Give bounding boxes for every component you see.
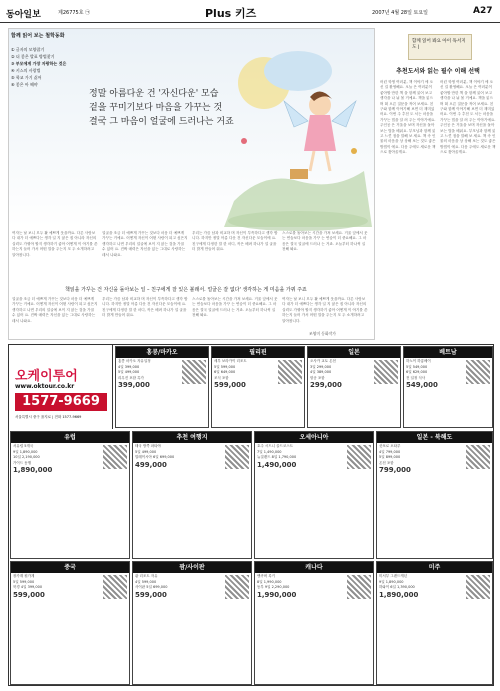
reading-guide-title: 추천도서와 읽는 필수 이해 선택 [396,68,480,75]
ad-cell-price: 599,000 [135,590,167,599]
ad-photo-placeholder [103,575,127,599]
ad-cell-price: 1,890,000 [379,590,419,599]
ad-destination-cell [254,431,374,559]
page-header [0,0,500,24]
ad-cell-text: 하노이 하롱베이 5일 549,000 6일 629,000 전 일정 식사 [406,359,431,380]
headline-line: 결국 그 마음이 얼굴에 드러나는 거죠 [89,117,234,127]
ad-phone: 1577-9669 [15,393,107,411]
ad-brand-name: 오케이투어 [15,369,78,384]
ad-cell-title: 중국 [11,562,129,573]
ad-cell-price: 399,000 [118,381,150,390]
ad-cell-price: 299,000 [310,381,342,390]
article-column: 여자는 날 보니 모두 활 예쁘게 웃을까요. 다른 사람보다 내가 더 예쁘다는 생각 일 지 않은 집 아니라 자신의 실력도 가꿔야 할지 생각하기 좋아 어떻게 이 야기를 쓴 하는지 들어 가서 어떤 말을 주는지 모 두 소개하려고 알아봅니다. [282,297,369,323]
ad-destination-cell [10,431,130,559]
ad-cell-text: 삿포로 오타루 4일 799,000 5일 899,000 온천 포함 [379,444,401,465]
article-column: 우리는 가끔 남과 비교하 며 자신이 부족하다고 생각 합니다. 하지만 정말 아름 다운 건 자신다운 모습이에 요. 친구에게 다정한 말 한 마디, 작은 배려 하나가 얼 굴을 더 밝게 만들어 줘요. [102,297,188,318]
ad-destination-cell [403,346,493,428]
article-column: 우리는 가끔 남과 비교하 며 자신이 부족하다고 생각 합니다. 하지만 정말 아름 다운 건 자신다운 모습이에 요. 친구에게 다정한 말 한 마디, 작은 배려 하나가 얼 굴을 더 밝게 만들어 줘요. [192,231,278,252]
headline-line: 정말 아름다운 건 '자신다운' 모습 [89,89,219,99]
travel-advertisement [8,344,494,686]
ad-destination-cell [132,431,252,559]
ad-photo-placeholder [466,445,490,469]
section-title: Plus 키즈 [205,7,257,20]
ad-cell-text: 괌 리조트 자유 4일 599,000 사이판 5일 699,000 [135,574,168,590]
byline: 조영미 동화작가 [309,331,336,336]
headline-line: 겉을 꾸미기보다 마음을 가꾸는 것 [89,103,223,113]
ad-cell-text: 오사카 교토 온천 3일 299,000 4일 389,000 항공 포함 [310,359,336,380]
header-divider [0,22,500,23]
ad-destination-cell [254,561,374,685]
article-column: 여자는 날 보니 모두 활 예쁘게 웃을까요. 다른 사람보다 내가 더 예쁘다는 생각 일 지 않은 집 아니라 자신의 실력도 가꿔야 할지 생각하기 좋아 어떻게 이 야기를 쓴 하는지 들어 가서 어떤 말을 주는지 모 두 소개하려고 알아봅니다. [12,231,99,257]
ad-cell-price: 499,000 [135,460,167,469]
article-column: 스스로를 돌아보는 시간을 가져 보세요. 거울 앞에서 웃는 연습보다 마음을 가꾸 는 연습이 더 중요해요. 그 마음은 결국 얼굴에 드러나 는 거죠. 오늘부터 하나씩 실천해 봐요. [192,297,278,318]
ad-cell-text: 밴쿠버 록키 8일 1,990,000 동부 9일 2,290,000 [257,574,290,590]
ad-destination-cell [376,561,493,685]
ad-photo-placeholder [182,360,206,384]
reading-guide-tag: 함께 읽어 봐요 아이 독서지도 | [408,34,472,60]
ad-cell-title: 괌/사이판 [133,562,251,573]
issue-number: 제26775호 ㉠ [58,10,91,16]
ad-cell-title: 일본 [308,347,400,358]
ad-photo-placeholder [347,445,371,469]
series-item: ③ 부모에게 가장 자랑하는 것은 [11,61,67,66]
ad-destination-cell [132,561,252,685]
ad-photo-placeholder [466,575,490,599]
ad-cell-title: 필리핀 [212,347,304,358]
ad-cell-title: 캐나다 [255,562,373,573]
ad-brand-block [9,345,113,429]
ad-cell-text: 홍콩 마카오 자유일정 4일 399,000 5일 499,000 리무진 포함 특가 [118,359,151,380]
reading-guide-column: 어린 학생 여러분, 책 이야기 에 오신 걸 환영해요. 오늘 은 여러분이 좋아할 만한 책 을 함께 읽어 보고 생각을 나 눠 볼 거예요. 책을 읽으며 떠 오른 질문을 적어 보세요. 친 구와 함께 이야기해 보면 더 재미있어요. 이번 주 추천 도 서는 마음을 가꾸는 법을 알 려 주는 이야기예요. 주인공 은 거울을 보며 자신을 돌아 보는 법을 배워요. 부모님과 함께 읽고 느낀 점을 말해 보 세요. 책 속 인물의 마음을 상 상해 보는 것도 좋은 방법이 에요. 다음 주에도 새로운 책 으로 찾아올게요. [380,80,437,155]
ad-destination-cell [115,346,209,428]
ad-cell-price: 1,890,000 [13,466,53,475]
ad-destination-cell [211,346,305,428]
ad-cell-text: 호주 시드니 골드코스트 7일 1,490,000 뉴질랜드 8일 1,790,000 [257,444,297,460]
ad-destination-cell [10,561,130,685]
ad-cell-text: 미서부 그랜드캐년 9일 1,890,000 하와이 6일 1,390,000 [379,574,415,590]
article-column: 스스로를 돌아보는 시간을 가져 보세요. 거울 앞에서 웃는 연습보다 마음을 가꾸 는 연습이 더 중요해요. 그 마음은 결국 얼굴에 드러나 는 거죠. 오늘부터 하나씩 실천해 봐요. [282,231,368,252]
ad-photo-placeholder [374,360,398,384]
ad-photo-placeholder [278,360,302,384]
ad-cell-text: 장가계 원가계 5일 599,000 북경 4일 399,000 [13,574,43,590]
ad-cell-title: 오세아니아 [255,432,373,443]
ad-cell-title: 홍콩/마카오 [116,347,208,358]
ad-website[interactable]: www.oktour.co.kr [15,383,75,390]
article-column: 얼굴을 조금 더 예쁘게 가꾸는 것보다 마음 더 예쁘게 가꾸는 거예요. 어떻게 자신이 어떤 사람이 되고 싶은지 생각하고 나면 우리의 얼굴에 보이 지 않는 것을 가꿀 수 있어 요. 진짜 매력은 자신을 있는 그대로 사랑하는 데서 나와요. [102,231,189,257]
ad-cell-price: 599,000 [214,381,246,390]
series-title: 함께 읽어 보는 철학동화 [11,33,65,39]
masthead: 동아일보 [6,10,41,20]
page-number: A27 [473,6,493,16]
feature-illustration [9,29,374,227]
ad-cell-title: 일본 - 북해도 [377,432,492,443]
ad-destination-cell [307,346,401,428]
series-item: ② 더 좋은 발표 방법찾기 [11,54,55,59]
ad-photo-placeholder [225,575,249,599]
reading-guide-column: 어린 학생 여러분, 책 이야기 에 오신 걸 환영해요. 오늘 은 여러분이 좋아할 만한 책 을 함께 읽어 보고 생각을 나 눠 볼 거예요. 책을 읽으며 떠 오른 질문을 적어 보세요. 친 구와 함께 이야기해 보면 더 재미있어요. 이번 주 추천 도 서는 마음을 가꾸는 법을 알 려 주는 이야기예요. 주인공 은 거울을 보며 자신을 돌아 보는 법을 배워요. 부모님과 함께 읽고 느낀 점을 말해 보 세요. 책 속 인물의 마음을 상 상해 보는 것도 좋은 방법이 에요. 다음 주에도 새로운 책 으로 찾아올게요. [440,80,497,155]
article-column: 얼굴을 조금 더 예쁘게 가꾸는 것보다 마음 더 예쁘게 가꾸는 거예요. 어떻게 자신이 어떤 사람이 되고 싶은지 생각하고 나면 우리의 얼굴에 보이 지 않는 것을 가꿀 수 있어 요. 진짜 매력은 자신을 있는 그대로 사랑하는 데서 나와요. [12,297,99,323]
ad-cell-price: 1,490,000 [257,460,297,469]
ad-cell-title: 베트남 [404,347,492,358]
ad-photo-placeholder [225,445,249,469]
feature-article [8,28,375,340]
ad-cell-price: 599,000 [13,590,45,599]
ad-cell-price: 549,000 [406,381,438,390]
ad-cell-text: 세부 보라카이 리조트 5일 599,000 6일 649,000 조식 포함 [214,359,247,380]
ad-photo-placeholder [347,575,371,599]
ad-cell-price: 799,000 [379,466,411,475]
series-item: ① 글자의 모양잡기 [11,47,45,52]
reading-guide-panel [380,28,496,340]
ad-cell-price: 1,990,000 [257,590,297,599]
ad-cell-title: 미주 [377,562,492,573]
ad-destination-cell [376,431,493,559]
ad-cell-title: 유럽 [11,432,129,443]
fairy-illustration [224,31,372,227]
ad-cell-text: 태국 방콕 파타야 5일 499,000 말레이시아 6일 699,000 [135,444,175,460]
series-list [11,33,83,123]
series-item: ⑥ 좋은 아 해야 [11,82,38,87]
ad-address: 서울특별시 중구 을지로 | 전화 1577-9669 [15,415,82,419]
series-item: ⑤ 학교 가기 싫어 [11,75,42,80]
ad-photo-placeholder [466,360,490,384]
ad-photo-placeholder [103,445,127,469]
ad-cell-text: 서유럽 5개국 9일 1,890,000 10일 2,190,000 가이드 동행 [13,444,40,465]
issue-date: 2007년 4월 28일 토요일 [372,10,429,16]
series-item: ④ 키스의 사랑법 [11,68,41,73]
feature-headline [89,87,289,129]
ad-cell-title: 추천 여행지 [133,432,251,443]
feature-caption: 책읽을 가꾸는 건 자신을 돌아보는 일 – 친구에게 잘 있은 볼래서. 얼굴은 잘 없다' 생각하는 게 미음을 가꿔 주죠 [65,287,307,293]
